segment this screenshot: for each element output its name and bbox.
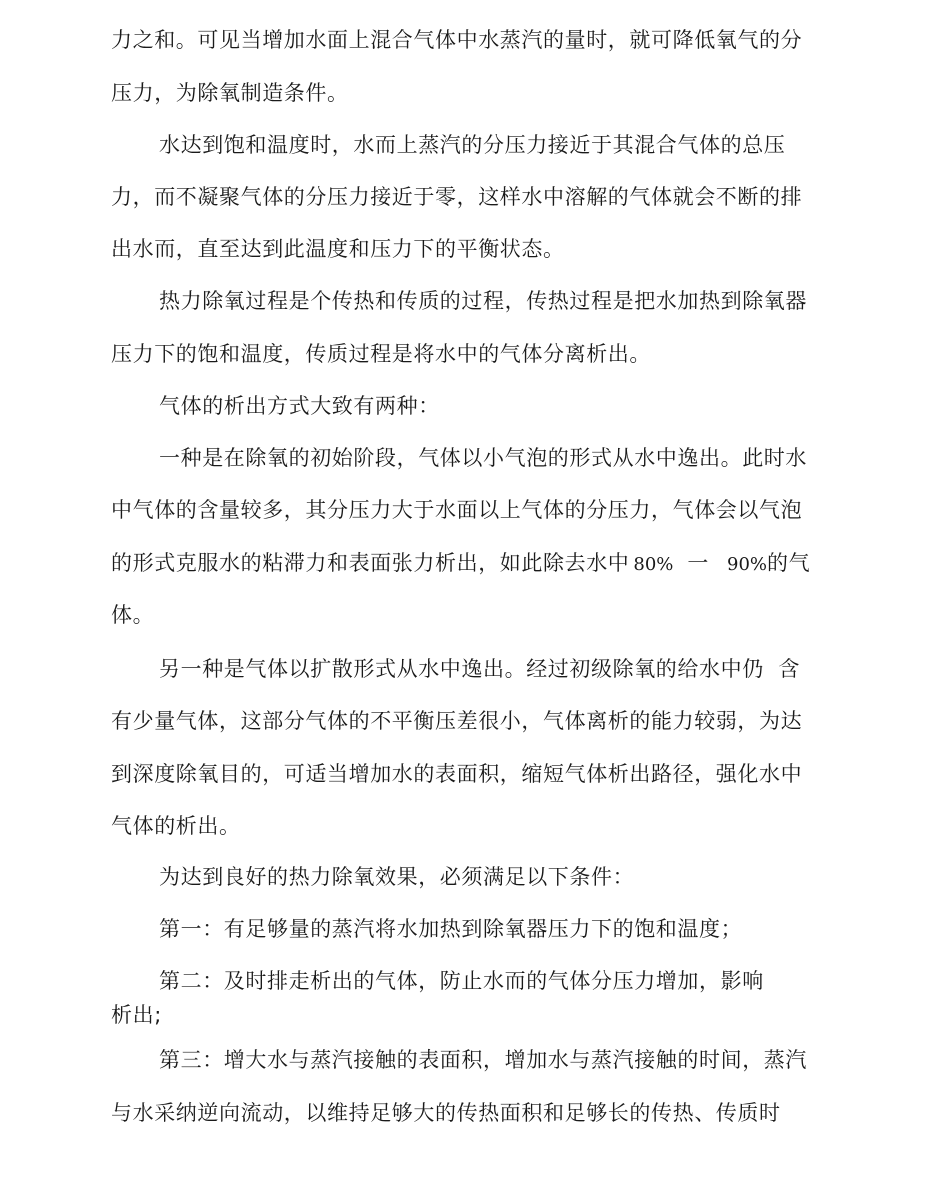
paragraph-line: 第二：及时排走析出的气体，防止水而的气体分压力增加，影响 [159,969,764,993]
text-line: 析出; [111,1003,162,1027]
dash-glyph: 一 [687,551,710,575]
text-line: 力之和。可见当增加水面上混合气体中水蒸汽的量时，就可降低氧气的分 [111,28,803,52]
paragraph-line: 第三：增大水与蒸汽接触的表面积，增加水与蒸汽接触的时间，蒸汽 [159,1048,807,1072]
percent-value: 90% [727,554,768,575]
text-line: 气体的析出。 [111,814,241,838]
paragraph-line: 一种是在除氧的初始阶段，气体以小气泡的形式从水中逸出。此时水 [159,446,807,470]
text-line: 与水采纳逆向流动，以维持足够大的传热面积和足够长的传热、传质时 [111,1101,781,1125]
text-segment: 的气 [767,551,811,575]
text-line: 到深度除氧目的，可适当增加水的表面积，缩短气体析出路径，强化水中 [111,762,803,786]
text-line: 压力，为除氧制造条件。 [111,81,349,105]
percent-value: 80% [633,554,674,575]
text-line: 有少量气体，这部分气体的不平衡压差很小，气体离析的能力较弱，为达 [111,709,803,733]
paragraph-line: 水达到饱和温度时，水而上蒸汽的分压力接近于其混合气体的总压 [159,133,786,157]
paragraph-line: 热力除氧过程是个传热和传质的过程，传热过程是把水加热到除氧器 [159,289,807,313]
text-line: 中气体的含量较多，其分压力大于水面以上气体的分压力，气体会以气泡 [111,498,803,522]
paragraph-line: 另一种是气体以扩散形式从水中逸出。经过初级除氧的给水中仍 含 [159,657,800,681]
text-line: 力，而不凝聚气体的分压力接近于零，这样水中溶解的气体就会不断的排 [111,185,803,209]
text-line: 压力下的饱和温度，传质过程是将水中的气体分离析出。 [111,342,651,366]
paragraph-line: 气体的析出方式大致有两种： [159,394,440,418]
text-line-mixed [111,550,846,578]
text-segment: 的形式克服水的粘滞力和表面张力析出，如此除去水中 [111,551,630,575]
text-line: 体。 [111,603,155,627]
paragraph-line: 第一：有足够量的蒸汽将水加热到除氧器压力下的饱和温度； [159,917,743,941]
text-line: 出水而，直至达到此温度和压力下的平衡状态。 [111,237,565,261]
paragraph-line: 为达到良好的热力除氧效果，必须满足以下条件： [159,865,635,889]
